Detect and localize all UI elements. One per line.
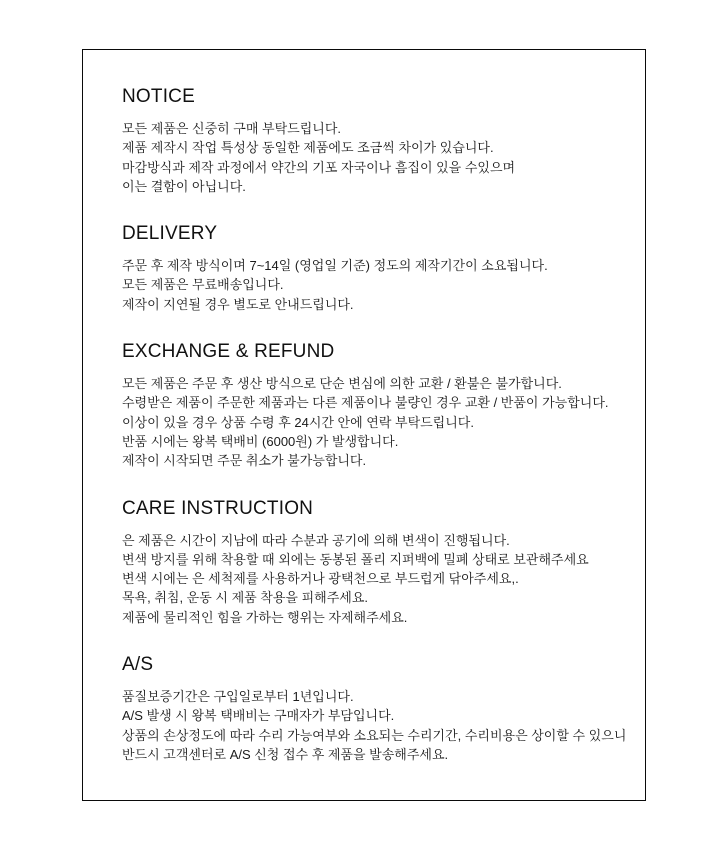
notice-line-2: 제품 제작시 작업 특성상 동일한 제품에도 조금씩 차이가 있습니다.	[122, 140, 494, 156]
exchange-line-1: 모든 제품은 주문 후 생산 방식으로 단순 변심에 의한 교환 / 환불은 불가합니다.	[122, 376, 562, 392]
exchange-line-5: 제작이 시작되면 주문 취소가 불가능합니다.	[122, 453, 367, 469]
delivery-line-2: 모든 제품은 무료배송입니다.	[122, 277, 284, 293]
as-line-3: 상품의 손상정도에 따라 수리 가능여부와 소요되는 수리기간, 수리비용은 상이할 수 있으니	[122, 727, 627, 743]
section-title-as: A/S	[122, 654, 154, 676]
section-title-care-instruction: CARE INSTRUCTION	[122, 497, 314, 519]
care-line-2: 변색 방지를 위해 착용할 때 외에는 동봉된 폴리 지퍼백에 밀폐 상태로 보관해주세요	[122, 551, 589, 567]
info-panel	[82, 49, 646, 801]
delivery-line-1: 주문 후 제작 방식이며 7~14일 (영업일 기준) 정도의 제작기간이 소요됩니다.	[122, 258, 548, 274]
as-line-4: 반드시 고객센터로 A/S 신청 접수 후 제품을 발송해주세요.	[122, 746, 449, 762]
section-title-notice: NOTICE	[122, 86, 195, 107]
exchange-line-3: 이상이 있을 경우 상품 수령 후 24시간 안에 연락 부탁드립니다.	[122, 414, 474, 430]
care-line-3: 변색 시에는 은 세척제를 사용하거나 광택천으로 부드럽게 닦아주세요,.	[122, 571, 519, 587]
section-delivery	[122, 224, 621, 314]
delivery-line-3: 제작이 지연될 경우 별도로 안내드립니다.	[122, 296, 354, 312]
as-line-1: 품질보증기간은 구입일로부터 1년입니다.	[122, 689, 354, 705]
section-as	[122, 654, 627, 764]
section-title-exchange-refund: EXCHANGE & REFUND	[122, 341, 335, 363]
section-care-instruction	[122, 499, 621, 627]
section-notice	[122, 87, 621, 196]
exchange-line-2: 수령받은 제품이 주문한 제품과는 다른 제품이나 불량인 경우 교환 / 반품이 가능합니다.	[122, 395, 609, 411]
notice-line-1: 모든 제품은 신중히 구매 부탁드립니다.	[122, 121, 341, 136]
section-exchange-refund	[122, 342, 621, 470]
notice-line-4: 이는 결함이 아닙니다.	[122, 178, 246, 194]
as-line-2: A/S 발생 시 왕복 택배비는 구매자가 부담입니다.	[122, 708, 395, 724]
care-line-5: 제품에 물리적인 힘을 가하는 행위는 자제해주세요.	[122, 609, 408, 625]
section-title-delivery: DELIVERY	[122, 223, 218, 245]
exchange-line-4: 반품 시에는 왕복 택배비 (6000원) 가 발생합니다.	[122, 433, 399, 449]
care-line-4: 목욕, 취침, 운동 시 제품 착용을 피해주세요.	[122, 590, 368, 606]
notice-line-3: 마감방식과 제작 과정에서 약간의 기포 자국이나 흠집이 있을 수있으며	[122, 159, 516, 175]
care-line-1: 은 제품은 시간이 지남에 따라 수분과 공기에 의해 변색이 진행됩니다.	[122, 532, 510, 548]
